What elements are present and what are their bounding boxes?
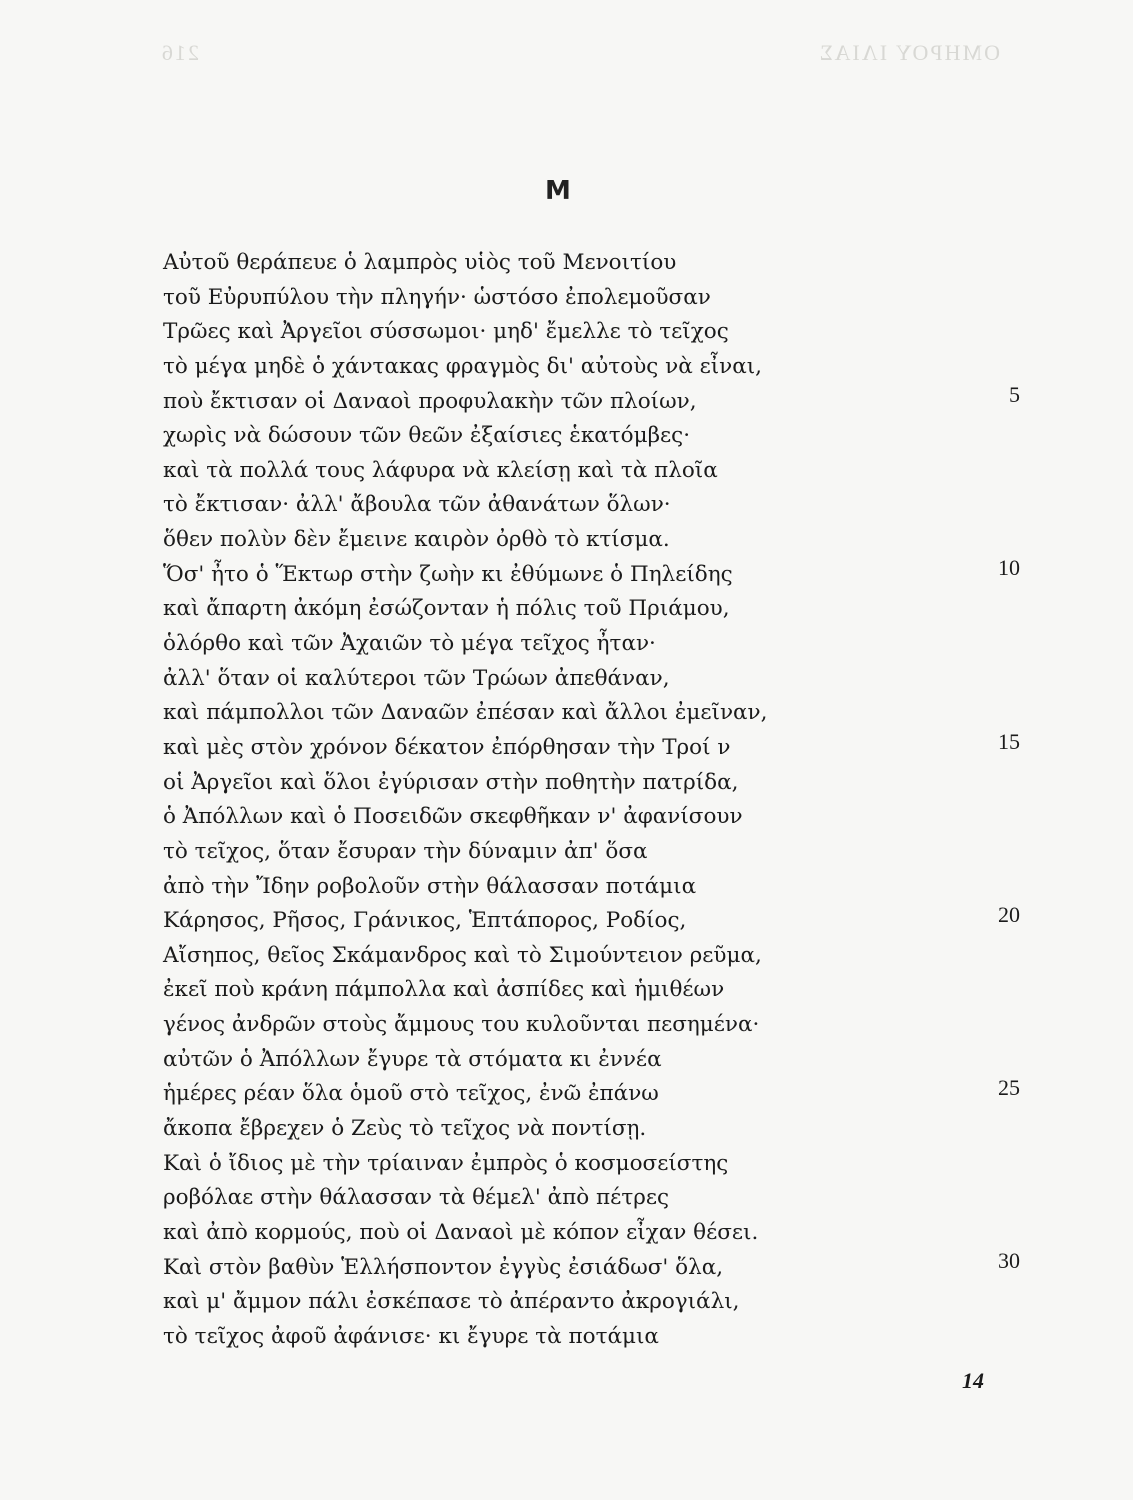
chapter-letter: Μ	[545, 176, 571, 206]
bleed-through-header	[160, 40, 1000, 66]
line-number: 15	[998, 728, 1020, 754]
verse-line: Τρῶες καὶ Ἀργεῖοι σύσσωμοι· μηδ' ἔμελλε τὸ τεῖχος	[163, 319, 729, 345]
verse-line: καὶ ἀπὸ κορμούς, ποὺ οἱ Δαναοὶ μὲ κόπον εἶχαν θέσει.	[163, 1219, 759, 1245]
verse-line: ἐκεῖ ποὺ κράνη πάμπολλα καὶ ἀσπίδες καὶ ἡμιθέων	[163, 977, 725, 1003]
verse-line: Ὅσ' ἦτο ὁ Ἕκτωρ στὴν ζωὴν κι ἐθύμωνε ὁ Πηλείδης	[163, 561, 733, 587]
line-number: 5	[1009, 382, 1020, 407]
verse-line: ποὺ ἔκτισαν οἱ Δαναοὶ προφυλακὴν τῶν πλοίων,	[163, 388, 697, 414]
line-number: 25	[998, 1075, 1020, 1100]
verse-line: Αἴσηπος, θεῖος Σκάμανδρος καὶ τὸ Σιμούντειον ρεῦμα,	[163, 942, 762, 968]
verse-line: Κάρησος, Ρῆσος, Γράνικος, Ἑπτάπορος, Ροδίος,	[163, 908, 687, 934]
verse-line: ροβόλαε στὴν θάλασσαν τὰ θέμελ' ἀπὸ πέτρες	[163, 1185, 670, 1211]
verse-line: καὶ μ' ἄμμον πάλι ἐσκέπασε τὸ ἀπέραντο ἀκρογιάλι,	[163, 1289, 740, 1315]
verse-line: τὸ μέγα μηδὲ ὁ χάντακας φραγμὸς δι' αὐτοὺς νὰ εἶναι,	[163, 353, 762, 379]
line-number: 20	[998, 901, 1020, 927]
page-number: 14	[962, 1368, 984, 1393]
verse-line: Καὶ στὸν βαθὺν Ἑλλήσποντον ἐγγὺς ἐσιάδωσ' ὅλα,	[163, 1254, 724, 1280]
verse-line: τὸ τεῖχος ἀφοῦ ἀφάνισε· κι ἔγυρε τὰ ποτάμια	[163, 1323, 659, 1349]
verse-line: ἡμέρες ρέαν ὅλα ὁμοῦ στὸ τεῖχος, ἐνῶ ἐπάνω	[163, 1081, 659, 1107]
verse-line: χωρὶς νὰ δώσουν τῶν θεῶν ἐξαίσιες ἑκατόμβες·	[163, 423, 691, 449]
verse-line: Καὶ ὁ ἴδιος μὲ τὴν τρίαιναν ἐμπρὸς ὁ κοσμοσείστης	[163, 1150, 729, 1176]
verse-line: ἀπὸ τὴν Ἴδην ροβολοῦν στὴν θάλασσαν ποτάμια	[163, 873, 697, 899]
verse-line: οἱ Ἀργεῖοι καὶ ὅλοι ἐγύρισαν στὴν ποθητὴν πατρίδα,	[163, 769, 739, 795]
verse-line: ἄκοπα ἔβρεχεν ὁ Ζεὺς τὸ τεῖχος νὰ ποντίσῃ.	[163, 1116, 647, 1142]
verse-line: τὸ ἔκτισαν· ἀλλ' ἄβουλα τῶν ἀθανάτων ὅλων·	[163, 492, 671, 518]
verse-line: ὅθεν πολὺν δὲν ἔμεινε καιρὸν ὀρθὸ τὸ κτίσμα.	[163, 527, 670, 553]
verse-line: καὶ μὲς στὸν χρόνον δέκατον ἐπόρθησαν τὴν Τροί ν	[163, 734, 731, 760]
verse-line: αὐτῶν ὁ Ἀπόλλων ἔγυρε τὰ στόματα κι ἐννέα	[163, 1046, 662, 1072]
verse-line: τοῦ Εὐρυπύλου τὴν πληγήν· ὡστόσο ἐπολεμοῦσαν	[163, 284, 711, 310]
verse-line: καὶ ἄπαρτη ἀκόμη ἐσώζονταν ἡ πόλις τοῦ Πριάμου,	[163, 596, 730, 622]
verse-line: ὁ Ἀπόλλων καὶ ὁ Ποσειδῶν σκεφθῆκαν ν' ἀφανίσουν	[163, 804, 743, 830]
line-number: 10	[998, 555, 1020, 581]
poem-text	[163, 246, 883, 1355]
verse-line: καὶ πάμπολλοι τῶν Δαναῶν ἐπέσαν καὶ ἄλλοι ἐμεῖναν,	[163, 700, 768, 726]
bleed-through-page-ref: 216	[160, 40, 199, 65]
verse-line: ὁλόρθο καὶ τῶν Ἀχαιῶν τὸ μέγα τεῖχος ἦταν·	[163, 631, 656, 657]
verse-line: γένος ἀνδρῶν στοὺς ἄμμους του κυλοῦνται πεσημένα·	[163, 1012, 760, 1038]
bleed-through-title: ΟΜΗΡΟΥ ΙΛΙΑΣ	[817, 40, 1000, 65]
verse-line: καὶ τὰ πολλά τους λάφυρα νὰ κλείσῃ καὶ τὰ πλοῖα	[163, 457, 718, 483]
line-number: 30	[998, 1248, 1020, 1274]
verse-line: Αὐτοῦ θεράπευε ὁ λαμπρὸς υἱὸς τοῦ Μενοιτίου	[163, 250, 677, 275]
verse-line: ἀλλ' ὅταν οἱ καλύτεροι τῶν Τρώων ἀπεθάναν,	[163, 665, 670, 691]
verse-line: τὸ τεῖχος, ὅταν ἔσυραν τὴν δύναμιν ἀπ' ὅσα	[163, 838, 648, 864]
